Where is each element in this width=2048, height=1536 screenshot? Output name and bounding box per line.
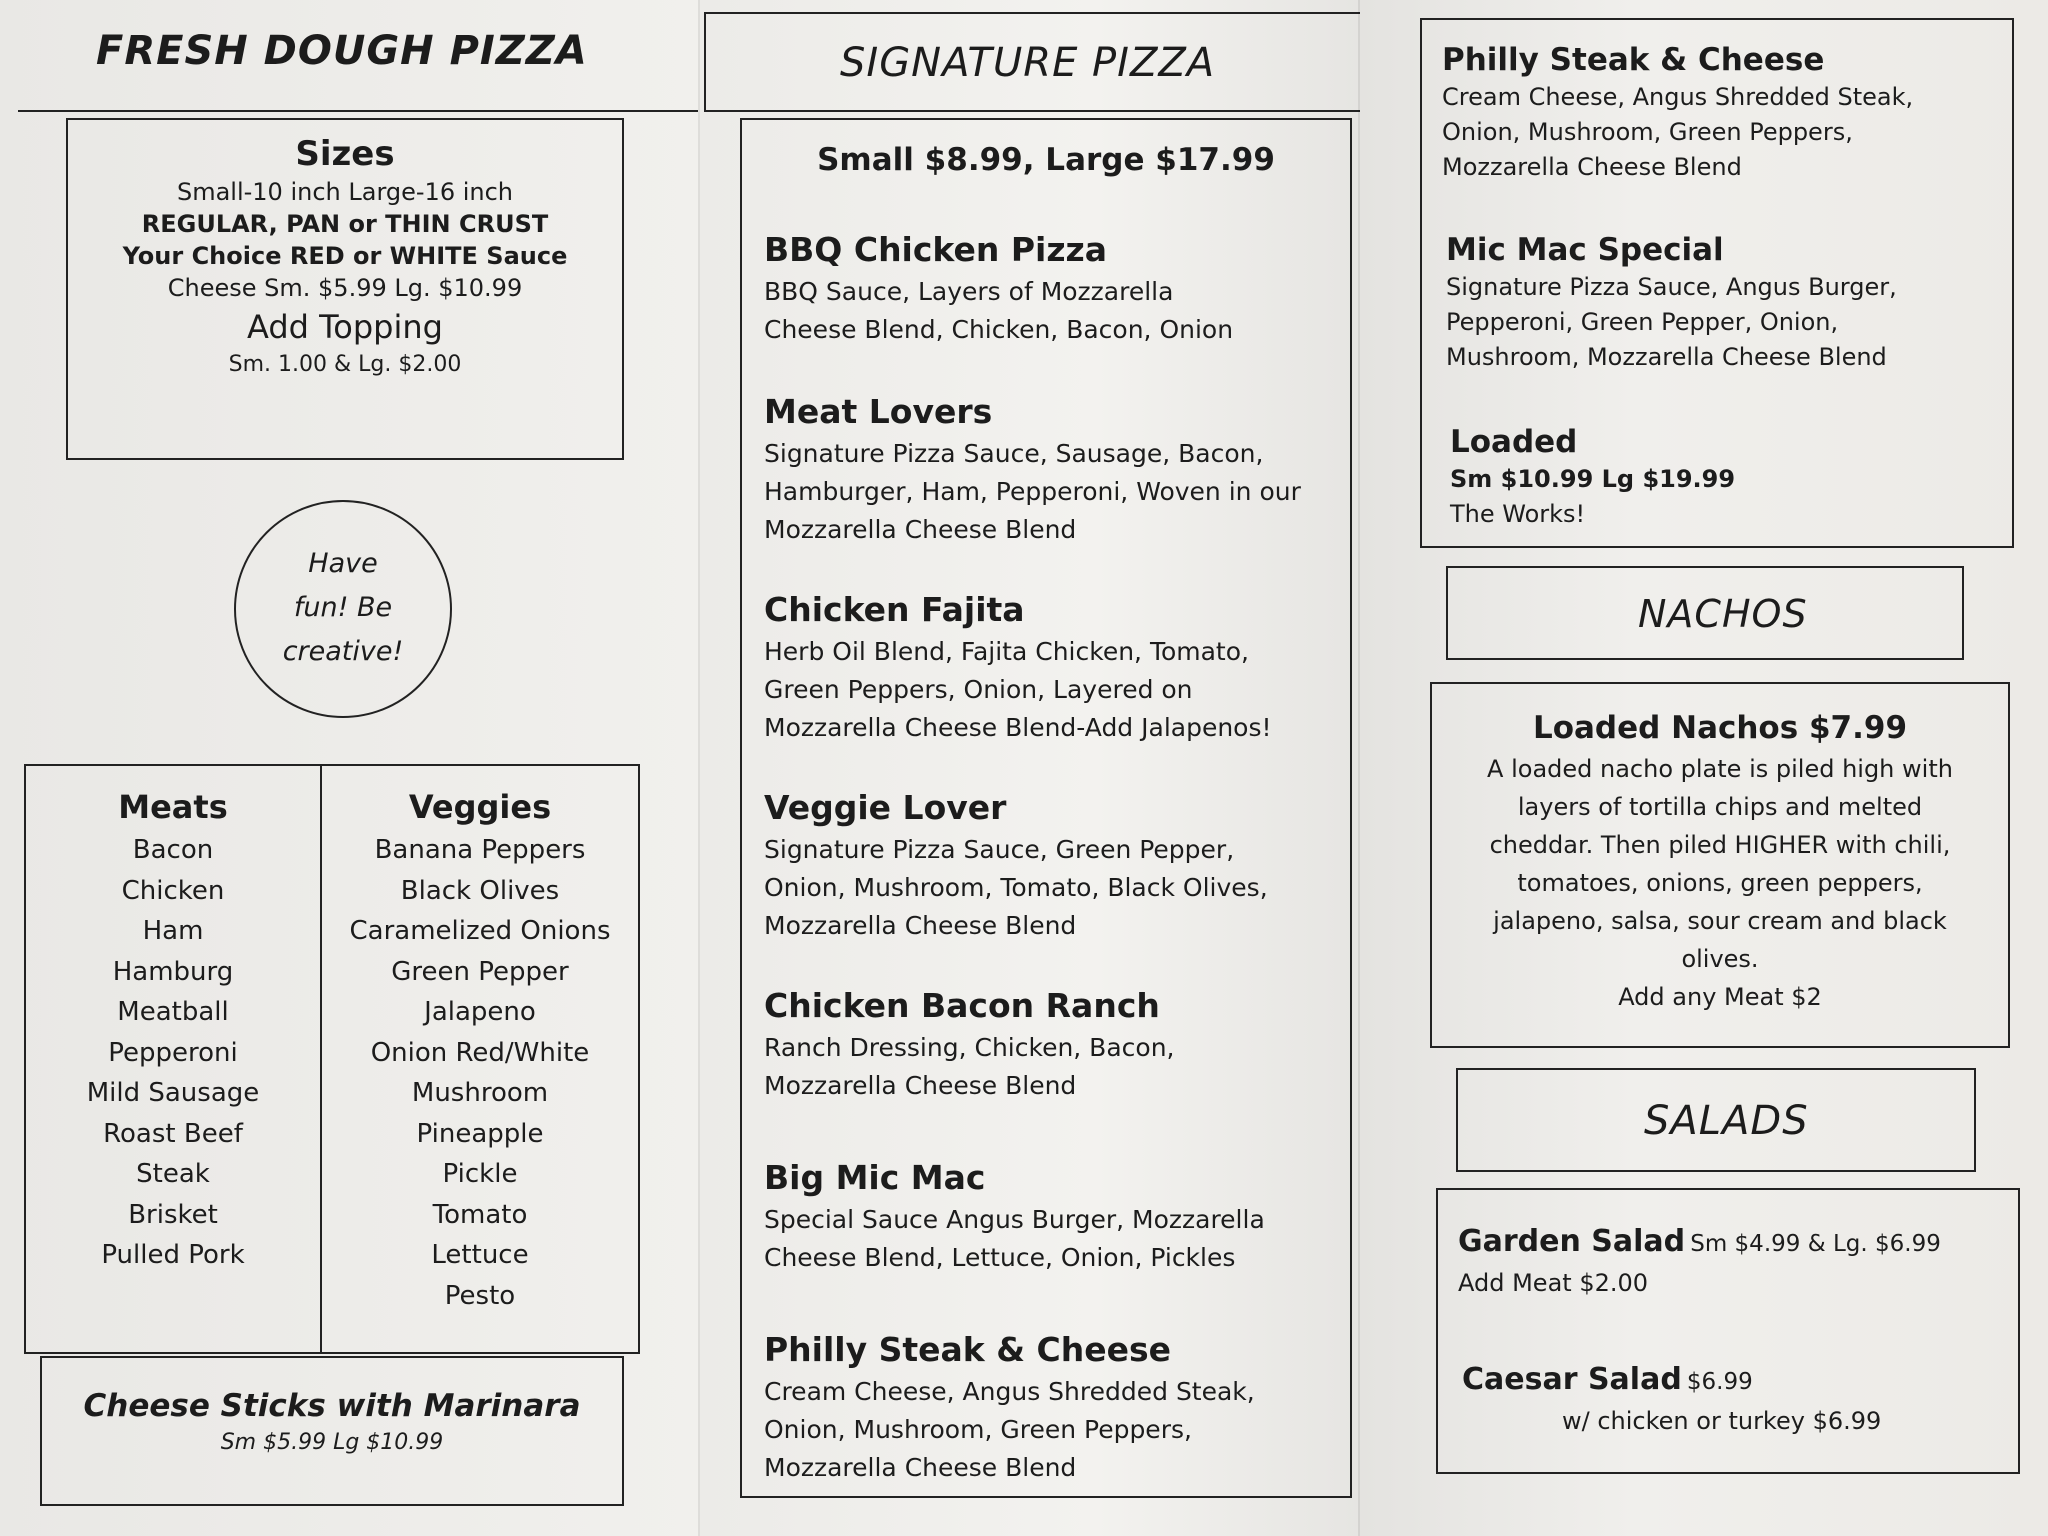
- specials-box: [1420, 18, 2014, 548]
- topping-price: Sm. 1.00 & Lg. $2.00: [228, 352, 462, 377]
- item-desc-line: Mozzarella Cheese Blend: [764, 911, 1077, 940]
- veggie-item: Banana Peppers: [374, 835, 586, 865]
- item-desc-line: BBQ Sauce, Layers of Mozzarella: [764, 277, 1174, 306]
- meat-item: Bacon: [132, 835, 214, 865]
- cheese-sticks-price: Sm $5.99 Lg $10.99: [220, 1430, 444, 1455]
- nachos-add-meat: Add any Meat $2: [1618, 983, 1822, 1011]
- menu-item: [1446, 232, 2004, 375]
- size-line: Small-10 inch Large-16 inch: [176, 178, 514, 206]
- meat-item: Chicken: [121, 875, 225, 906]
- meat-item: Brisket: [128, 1199, 218, 1230]
- meat-item: Ham: [142, 916, 204, 946]
- fresh-dough-header: FRESH DOUGH PIZZA: [96, 28, 588, 74]
- caesar-salad-name: Caesar Salad: [1462, 1362, 1682, 1397]
- nachos-desc-line: cheddar. Then piled HIGHER with chili,: [1489, 831, 1951, 859]
- nachos-desc-line: A loaded nacho plate is piled high with: [1487, 755, 1953, 783]
- item-desc-line: Onion, Mushroom, Green Peppers,: [764, 1415, 1192, 1444]
- crust-line: REGULAR, PAN or THIN CRUST: [141, 210, 549, 238]
- item-desc-line: Green Peppers, Onion, Layered on: [764, 675, 1193, 704]
- veggie-item: Tomato: [432, 1199, 528, 1230]
- sauce-line: Your Choice RED or WHITE Sauce: [122, 242, 568, 270]
- menu-item: [764, 590, 1340, 747]
- signature-header-box: [704, 12, 1364, 112]
- cheese-price-line: Cheese Sm. $5.99 Lg. $10.99: [167, 274, 523, 302]
- have-fun-badge: [234, 500, 452, 718]
- right-panel: [1360, 0, 2048, 1536]
- veggie-item: Caramelized Onions: [349, 916, 611, 946]
- nachos-header: NACHOS: [1638, 592, 1808, 636]
- item-desc-line: Mozzarella Cheese Blend: [764, 1453, 1077, 1482]
- middle-panel: [700, 0, 1360, 1536]
- meat-item: Steak: [136, 1159, 210, 1189]
- menu-item: [764, 986, 1340, 1105]
- item-name: BBQ Chicken Pizza: [764, 230, 1108, 269]
- item-desc-line: Signature Pizza Sauce, Green Pepper,: [764, 835, 1235, 864]
- meats-title: Meats: [118, 788, 228, 826]
- item-desc-line: Special Sauce Angus Burger, Mozzarella: [764, 1205, 1265, 1234]
- veggie-item: Pesto: [444, 1280, 516, 1311]
- meat-item: Meatball: [117, 997, 229, 1027]
- item-name: Big Mic Mac: [764, 1158, 986, 1197]
- toppings-table: [24, 764, 640, 1354]
- nachos-desc-line: tomatoes, onions, green peppers,: [1517, 869, 1923, 897]
- veggie-item: Pickle: [442, 1159, 518, 1189]
- meat-item: Hamburg: [112, 956, 234, 987]
- item-desc-line: Onion, Mushroom, Green Peppers,: [1442, 118, 1853, 146]
- item-desc-line: Mozzarella Cheese Blend: [764, 1071, 1077, 1100]
- left-panel: [0, 0, 700, 1536]
- garden-salad: [1458, 1224, 2010, 1297]
- veggie-item: Jalapeno: [424, 997, 536, 1027]
- nachos-desc-line: olives.: [1681, 945, 1759, 973]
- item-name: Mic Mac Special: [1446, 232, 1724, 268]
- menu-item: [764, 1330, 1340, 1487]
- salads-header-box: [1456, 1068, 1976, 1172]
- item-name: Philly Steak & Cheese: [1442, 42, 1825, 78]
- item-desc-line: Mozzarella Cheese Blend: [764, 515, 1077, 544]
- loaded-nachos-title: Loaded Nachos $7.99: [1532, 710, 1908, 746]
- garden-salad-name: Garden Salad: [1458, 1224, 1686, 1259]
- meat-item: Pepperoni: [108, 1037, 238, 1068]
- item-desc-line: Cheese Blend, Lettuce, Onion, Pickles: [764, 1243, 1236, 1272]
- item-desc-line: Onion, Mushroom, Tomato, Black Olives,: [764, 873, 1268, 902]
- veggie-item: Mushroom: [411, 1078, 549, 1108]
- meat-item: Pulled Pork: [101, 1240, 245, 1270]
- sizes-box: [66, 118, 624, 460]
- meat-item: Roast Beef: [103, 1118, 243, 1149]
- caesar-salad-add: w/ chicken or turkey $6.99: [1562, 1407, 1882, 1435]
- item-desc-line: Hamburger, Ham, Pepperoni, Woven in our: [764, 477, 1301, 506]
- nachos-desc-line: jalapeno, salsa, sour cream and black: [1493, 907, 1947, 935]
- nachos-desc-line: layers of tortilla chips and melted: [1517, 793, 1923, 821]
- menu-item: [764, 1158, 1340, 1277]
- meats-column: [26, 766, 320, 1352]
- veggie-item: Green Pepper: [391, 956, 569, 987]
- menu-item: [764, 788, 1340, 945]
- veggie-item: Onion Red/White: [370, 1037, 590, 1068]
- nachos-box: [1430, 682, 2010, 1048]
- garden-salad-price: Sm $4.99 & Lg. $6.99: [1690, 1231, 1941, 1257]
- badge-line-3: creative!: [282, 636, 404, 667]
- salads-header: SALADS: [1644, 1098, 1809, 1144]
- item-desc-line: The Works!: [1450, 500, 1586, 528]
- menu-item: [764, 392, 1340, 549]
- item-desc-line: Cream Cheese, Angus Shredded Steak,: [764, 1377, 1255, 1406]
- item-desc-line: Signature Pizza Sauce, Angus Burger,: [1446, 273, 1897, 301]
- item-desc-line: Cheese Blend, Chicken, Bacon, Onion: [764, 315, 1234, 344]
- menu-item: [1450, 424, 2004, 532]
- item-name: Chicken Bacon Ranch: [764, 986, 1160, 1025]
- veggies-title: Veggies: [408, 788, 552, 826]
- item-name: Meat Lovers: [764, 392, 993, 431]
- cheese-sticks-title: Cheese Sticks with Marinara: [83, 1388, 581, 1424]
- sizes-title: Sizes: [295, 134, 395, 174]
- item-desc-line: Mozzarella Cheese Blend: [1442, 153, 1742, 181]
- item-desc-line: Sm $10.99 Lg $19.99: [1450, 465, 1736, 493]
- nachos-header-box: [1446, 566, 1964, 660]
- cheese-sticks-box: [40, 1356, 624, 1506]
- veggie-item: Lettuce: [431, 1240, 529, 1270]
- badge-line-2: fun! Be: [293, 592, 393, 623]
- item-name: Chicken Fajita: [764, 590, 1025, 629]
- signature-header: SIGNATURE PIZZA: [840, 40, 1216, 86]
- menu-item: [1442, 42, 2004, 185]
- signature-pizza-box: [740, 118, 1352, 1498]
- meat-item: Mild Sausage: [86, 1078, 260, 1108]
- item-desc-line: Mozzarella Cheese Blend-Add Jalapenos!: [764, 713, 1272, 742]
- salads-box: [1436, 1188, 2020, 1474]
- fresh-dough-header-bar: [18, 0, 698, 112]
- item-desc-line: Mushroom, Mozzarella Cheese Blend: [1446, 343, 1887, 371]
- veggie-item: Black Olives: [400, 875, 560, 906]
- item-name: Veggie Lover: [764, 788, 1007, 827]
- item-desc-line: Ranch Dressing, Chicken, Bacon,: [764, 1033, 1175, 1062]
- item-desc-line: Pepperoni, Green Pepper, Onion,: [1446, 308, 1839, 336]
- signature-prices: Small $8.99, Large $17.99: [817, 142, 1275, 178]
- item-desc-line: Signature Pizza Sauce, Sausage, Bacon,: [764, 439, 1264, 468]
- item-name: Philly Steak & Cheese: [764, 1330, 1172, 1369]
- garden-salad-add: Add Meat $2.00: [1458, 1269, 1649, 1297]
- caesar-salad: [1462, 1362, 2010, 1435]
- item-name: Loaded: [1450, 424, 1578, 460]
- menu-item: [764, 230, 1340, 349]
- item-desc-line: Herb Oil Blend, Fajita Chicken, Tomato,: [764, 637, 1249, 666]
- veggie-item: Pineapple: [416, 1118, 544, 1149]
- badge-line-1: Have: [308, 548, 378, 579]
- add-topping-title: Add Topping: [247, 308, 443, 346]
- veggies-column: [322, 766, 638, 1352]
- item-desc-line: Cream Cheese, Angus Shredded Steak,: [1442, 83, 1914, 111]
- caesar-salad-price: $6.99: [1686, 1369, 1753, 1395]
